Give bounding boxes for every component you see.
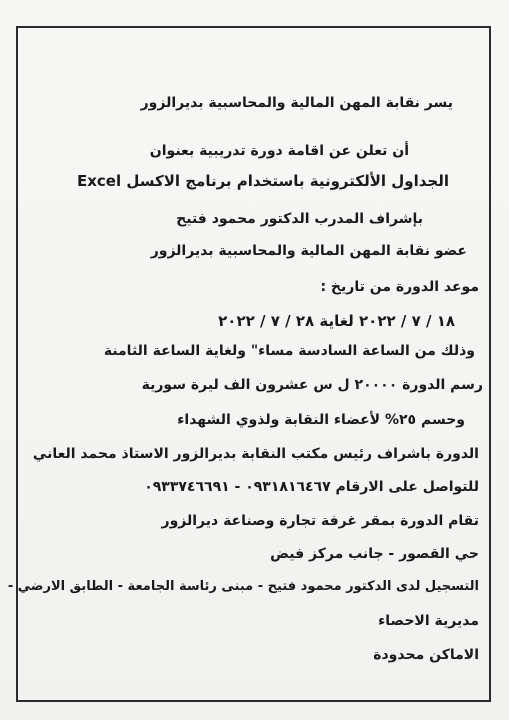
course-fee: رسم الدورة ٢٠٠٠٠ ل س عشرون الف ليرة سورية: [141, 377, 483, 393]
course-management: الدورة باشراف رئيس مكتب النقابة بديرالزور الاستاذ محمد العاني: [32, 446, 479, 462]
announcement-opening: يسر نقابة المهن المالية والمحاسبية بديرالزور: [140, 95, 453, 111]
course-time: وذلك من الساعة السادسة مساء" ولغاية الساعة الثامنة: [103, 343, 475, 359]
course-neighborhood: حي القصور - جانب مركز فيض: [270, 546, 479, 562]
course-date-heading: موعد الدورة من تاريخ :: [320, 279, 479, 295]
registration-details: التسجيل لدى الدكتور محمود فتيح - مبنى رئاسة الجامعة - الطابق الارضي -: [7, 579, 479, 594]
supervisor-membership: عضو نقابة المهن المالية والمحاسبية بديرالزور: [150, 243, 467, 259]
course-location: تقام الدورة بمقر غرفة تجارة وصناعة ديرالزور: [161, 513, 479, 529]
contact-numbers: للتواصل على الارقام ٠٩٣١٨١٦٤٦٧ - ٠٩٣٣٧٤٦٦٩١: [144, 479, 479, 495]
course-supervisor: بإشراف المدرب الدكتور محمود فتيح: [176, 211, 423, 227]
announcement-course-intro: أن تعلن عن اقامة دورة تدريبية بعنوان: [149, 143, 409, 159]
registration-department: مديرية الاحصاء: [378, 613, 479, 629]
limited-seats-note: الاماكن محدودة: [373, 647, 479, 663]
course-title: الجداول الألكترونية باستخدام برنامج الاكسل Excel: [76, 172, 449, 190]
course-date-range: ١٨ / ٧ / ٢٠٢٢ لغاية ٢٨ / ٧ / ٢٠٢٢: [218, 312, 455, 330]
page-border-frame: [16, 26, 491, 702]
course-discount: وحسم ٢٥% لأعضاء النقابة ولذوي الشهداء: [177, 412, 465, 428]
